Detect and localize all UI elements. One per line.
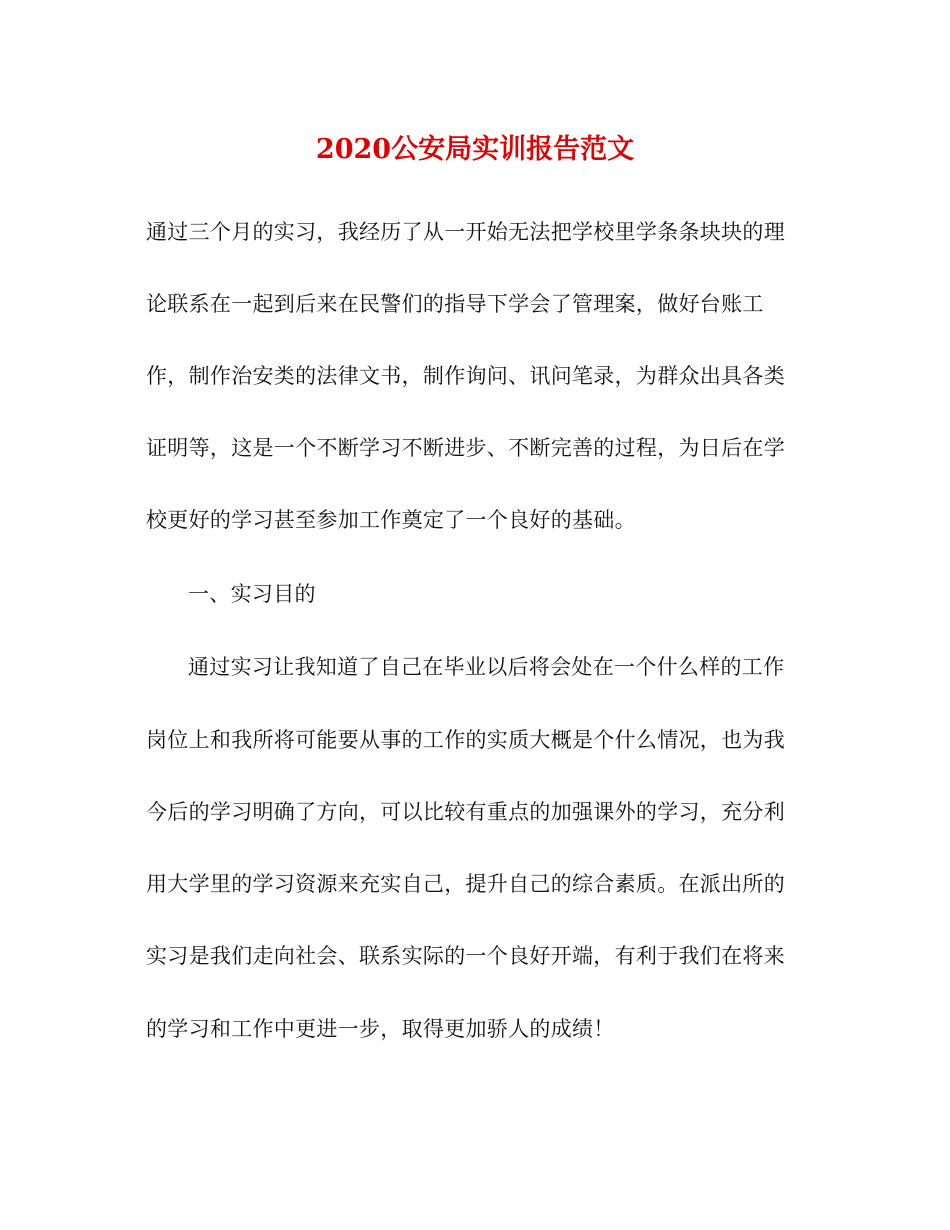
paragraph-line: 的学习和工作中更进一步，取得更加骄人的成绩！ — [146, 1017, 615, 1041]
paragraph-line: 校更好的学习甚至参加工作奠定了一个良好的基础。 — [146, 508, 636, 532]
paragraph-line: 通过三个月的实习，我经历了从一开始无法把学校里学条条块块的理 — [146, 220, 785, 244]
paragraph-line: 今后的学习明确了方向，可以比较有重点的加强课外的学习，充分利 — [146, 800, 785, 824]
paragraph-line: 论联系在一起到后来在民警们的指导下学会了管理案，做好台账工 — [146, 292, 764, 316]
paragraph-line: 证明等，这是一个不断学习不断进步、不断完善的过程，为日后在学 — [146, 436, 785, 460]
section-heading: 一、实习目的 — [188, 582, 316, 606]
paragraph-line: 作，制作治安类的法律文书，制作询问、讯问笔录，为群众出具各类 — [146, 364, 785, 388]
paragraph-line: 通过实习让我知道了自己在毕业以后将会处在一个什么样的工作 — [188, 655, 785, 679]
paragraph-line: 用大学里的学习资源来充实自己，提升自己的综合素质。在派出所的 — [146, 872, 785, 896]
paragraph-line: 实习是我们走向社会、联系实际的一个良好开端，有利于我们在将来 — [146, 944, 785, 968]
paragraph-line: 岗位上和我所将可能要从事的工作的实质大概是个什么情况，也为我 — [146, 728, 785, 752]
document-title: 2020公安局实训报告范文 — [315, 134, 635, 165]
